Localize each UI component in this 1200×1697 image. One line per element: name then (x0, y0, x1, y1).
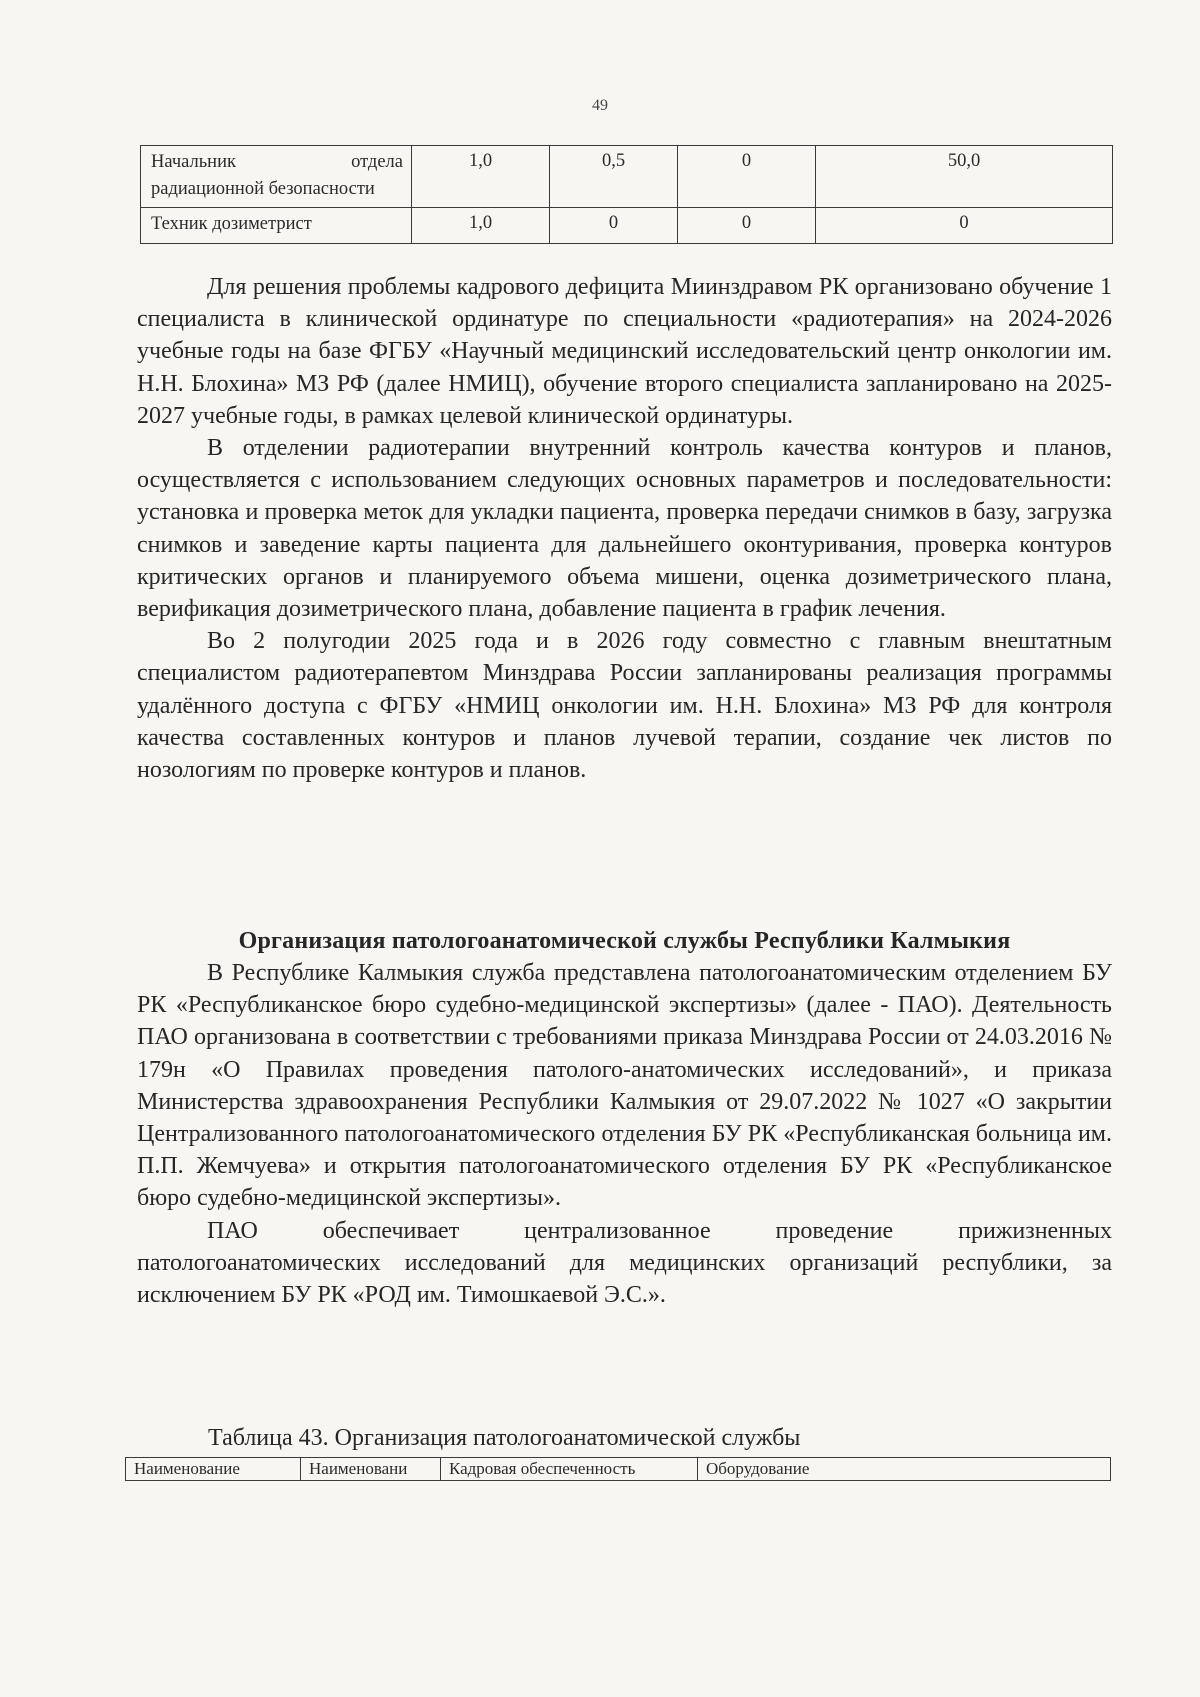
column-header: Кадровая обеспеченность (441, 1458, 698, 1481)
paragraph: ПАО обеспечивает централизованное проведение прижизненных патологоанатомических исследований для медицинских организаций республики, за исключением БУ РК «РОД им. Тимошкаевой Э.С.». (137, 1217, 1112, 1309)
table-cell: 0 (608, 213, 619, 233)
page-number: 49 (592, 97, 608, 114)
table-caption: Таблица 43. Организация патологоанатомической службы (208, 1425, 801, 1451)
table-cell: 50,0 (947, 151, 981, 171)
body-text-block (137, 925, 1112, 1311)
column-header: Наименование (126, 1458, 301, 1481)
table-row (141, 208, 1113, 244)
column-header: Оборудование (698, 1458, 1111, 1481)
pathology-service-table (125, 1457, 1111, 1481)
table-cell: 0 (959, 213, 969, 233)
column-header: Наименовани (301, 1458, 441, 1481)
paragraph: В отделении радиотерапии внутренний контроль качества контуров и планов, осуществляется с использованием следующих основных параметров и последовательности: установка и проверка меток для укладки пациента, проверка передачи снимков в базу, загрузка снимков и заведение карты пациента для дальнейшего оконтуривания, проверка контуров критических органов и планируемого объема мишени, оценка дозиметрического плана, верификация дозиметрического плана, добавление пациента в график лечения. (137, 435, 1112, 623)
paragraph: Для решения проблемы кадрового дефицита Миинздравом РК организовано обучение 1 специалиста в клинической ординатуре по специальности «радиотерапия» на 2024-2026 учебные годы на базе ФГБУ «Научный медицинский исследовательский центр онкологии им. Н.Н. Блохина» МЗ РФ (далее НМИЦ), обучение второго специалиста запланировано на 2025-2027 учебные годы, в рамках целевой клинической ординатуры. (137, 274, 1112, 429)
position-name: Техник дозиметрист (141, 208, 412, 244)
table-row (141, 146, 1113, 208)
body-text-block (137, 271, 1112, 786)
staffing-table (140, 145, 1113, 244)
position-name: Начальник отдела радиационной безопасности (141, 146, 412, 208)
table-cell: 0,5 (601, 151, 626, 171)
section-heading: Организация патологоанатомической службы Республики Калмыкия (238, 928, 1011, 954)
table-cell: 0 (741, 213, 752, 233)
table-header-row (126, 1458, 1111, 1481)
table-cell: 0 (741, 151, 752, 171)
table-cell: 1,0 (468, 151, 493, 171)
paragraph: В Республике Калмыкия служба представлена патологоанатомическим отделением БУ РК «Республиканское бюро судебно-медицинской экспертизы» (далее - ПАО). Деятельность ПАО организована в соответствии с требованиями приказа Минздрава России от 24.03.2016 № 179н «О Правилах проведения патолого-анатомических исследований», и приказа Министерства здравоохранения Республики Калмыкия от 29.07.2022 № 1027 «О закрытии Централизованного патологоанатомического отделения БУ РК «Республиканская больница им. П.П. Жемчуева» и открытия патологоанатомического отделения БУ РК «Республиканское бюро судебно-медицинской экспертизы». (137, 960, 1112, 1212)
table-cell: 1,0 (468, 213, 493, 233)
paragraph: Во 2 полугодии 2025 года и в 2026 году совместно с главным внештатным специалистом радиотерапевтом Минздрава России запланированы реализация программы удалённого доступа с ФГБУ «НМИЦ онкологии им. Н.Н. Блохина» МЗ РФ для контроля качества составленных контуров и планов лучевой терапии, создание чек листов по нозологиям по проверке контуров и планов. (137, 628, 1112, 784)
